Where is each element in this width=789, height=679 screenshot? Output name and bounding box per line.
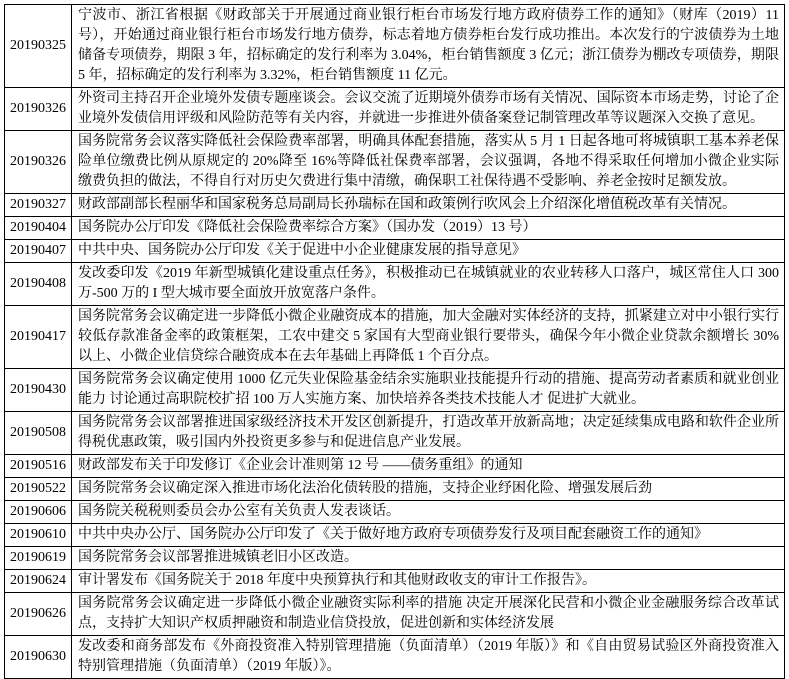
event-cell: 国务院常务会议部署推进国家级经济技术开发区创新提升，打造改革开放新高地；决定延续集成电路和软件企业所得税优惠政策，吸引国内外投资更多参与和促进信息产业发展。 (72, 412, 785, 455)
table-row (5, 478, 785, 501)
event-cell: 国务院常务会议确定使用 1000 亿元失业保险基金结余实施职业技能提升行动的措施、提高劳动者素质和就业创业能力 讨论通过高职院校扩招 100 万人实施方案、加快培养各类技术技能人才 促进扩大就业。 (72, 369, 785, 412)
event-cell: 国务院常务会议确定深入推进市场化法治化债转股的措施，支持企业纾困化险、增强发展后劲 (72, 478, 785, 501)
date-cell: 20190630 (5, 636, 72, 679)
date-cell: 20190508 (5, 412, 72, 455)
table-row (5, 306, 785, 369)
table-row (5, 412, 785, 455)
date-cell: 20190327 (5, 194, 72, 217)
event-cell: 国务院常务会议部署推进城镇老旧小区改造。 (72, 547, 785, 570)
event-cell: 国务院常务会议确定进一步降低小微企业融资实际利率的措施 决定开展深化民营和小微企业金融服务综合改革试点，支持扩大知识产权质押融资和制造业信贷投放，促进创新和实体经济发展 (72, 593, 785, 636)
table-row (5, 570, 785, 593)
date-cell: 20190606 (5, 501, 72, 524)
date-cell: 20190408 (5, 263, 72, 306)
table-row (5, 524, 785, 547)
event-cell: 财政部副部长程丽华和国家税务总局副局长孙瑞标在国和政策例行吹风会上介绍深化增值税改革有关情况。 (72, 194, 785, 217)
event-cell: 审计署发布《国务院关于 2018 年度中央预算执行和其他财政收支的审计工作报告》。 (72, 570, 785, 593)
table-row (5, 547, 785, 570)
date-cell: 20190326 (5, 131, 72, 194)
table-row (5, 501, 785, 524)
event-cell: 宁波市、浙江省根据《财政部关于开展通过商业银行柜台市场发行地方政府债券工作的通知》（财库（2019）11 号），开始通过商业银行柜台市场发行地方债券，标志着地方债券柜台发行成功推出。本次发行的宁波债券为土地储备专项债券，期限 3 年，招标确定的发行利率为 3.04%，柜台销售额度 3 亿元；浙江债券为棚改专项债券，期限 5 年，招标确定的发行利率为 3.32%，柜台销售额度 11 亿元。 (72, 5, 785, 88)
policy-events-table (4, 4, 785, 679)
table-row (5, 240, 785, 263)
table-row (5, 88, 785, 131)
table-row (5, 455, 785, 478)
date-cell: 20190326 (5, 88, 72, 131)
date-cell: 20190417 (5, 306, 72, 369)
table-row (5, 5, 785, 88)
table-row (5, 217, 785, 240)
event-cell: 中共中央、国务院办公厅印发《关于促进中小企业健康发展的指导意见》 (72, 240, 785, 263)
table-row (5, 263, 785, 306)
event-cell: 发改委和商务部发布《外商投资准入特别管理措施（负面清单）（2019 年版）》和《自由贸易试验区外商投资准入特别管理措施（负面清单）（2019 年版）》。 (72, 636, 785, 679)
date-cell: 20190430 (5, 369, 72, 412)
event-cell: 发改委印发《2019 年新型城镇化建设重点任务》，积极推动已在城镇就业的农业转移人口落户，城区常住人口 300 万-500 万的 I 型大城市要全面放开放宽落户条件。 (72, 263, 785, 306)
table-row (5, 131, 785, 194)
date-cell: 20190325 (5, 5, 72, 88)
date-cell: 20190516 (5, 455, 72, 478)
date-cell: 20190626 (5, 593, 72, 636)
event-cell: 中共中央办公厅、国务院办公厅印发了《关于做好地方政府专项债券发行及项目配套融资工作的通知》 (72, 524, 785, 547)
date-cell: 20190610 (5, 524, 72, 547)
event-cell: 国务院关税税则委员会办公室有关负责人发表谈话。 (72, 501, 785, 524)
date-cell: 20190522 (5, 478, 72, 501)
date-cell: 20190404 (5, 217, 72, 240)
date-cell: 20190619 (5, 547, 72, 570)
table-row (5, 593, 785, 636)
event-cell: 国务院办公厅印发《降低社会保险费率综合方案》（国办发（2019）13 号） (72, 217, 785, 240)
event-cell: 外资司主持召开企业境外发债专题座谈会。会议交流了近期境外债券市场有关情况、国际资本市场走势，讨论了企业境外发债信用评级和风险防范等有关内容，并就进一步推进外债备案登记制管理改革等议题深入交换了意见。 (72, 88, 785, 131)
table-row (5, 636, 785, 679)
table-row (5, 194, 785, 217)
date-cell: 20190407 (5, 240, 72, 263)
event-cell: 国务院常务会议确定进一步降低小微企业融资成本的措施，加大金融对实体经济的支持，抓紧建立对中小银行实行较低存款准备金率的政策框架，工农中建交 5 家国有大型商业银行要带头，确保今年小微企业贷款余额增长 30%以上、小微企业信贷综合融资成本在去年基础上再降低 1 个百分点。 (72, 306, 785, 369)
table-row (5, 369, 785, 412)
events-table-body (5, 5, 785, 679)
date-cell: 20190624 (5, 570, 72, 593)
event-cell: 财政部发布关于印发修订《企业会计准则第 12 号 ——债务重组》的通知 (72, 455, 785, 478)
event-cell: 国务院常务会议落实降低社会保险费率部署，明确具体配套措施，落实从 5 月 1 日起各地可将城镇职工基本养老保险单位缴费比例从原规定的 20%降至 16%等降低社保费率部署，会议强调，各地不得采取任何增加小微企业实际缴费负担的做法，不得自行对历史欠费进行集中清缴，确保职工社保待遇不受影响、养老金按时足额发放。 (72, 131, 785, 194)
